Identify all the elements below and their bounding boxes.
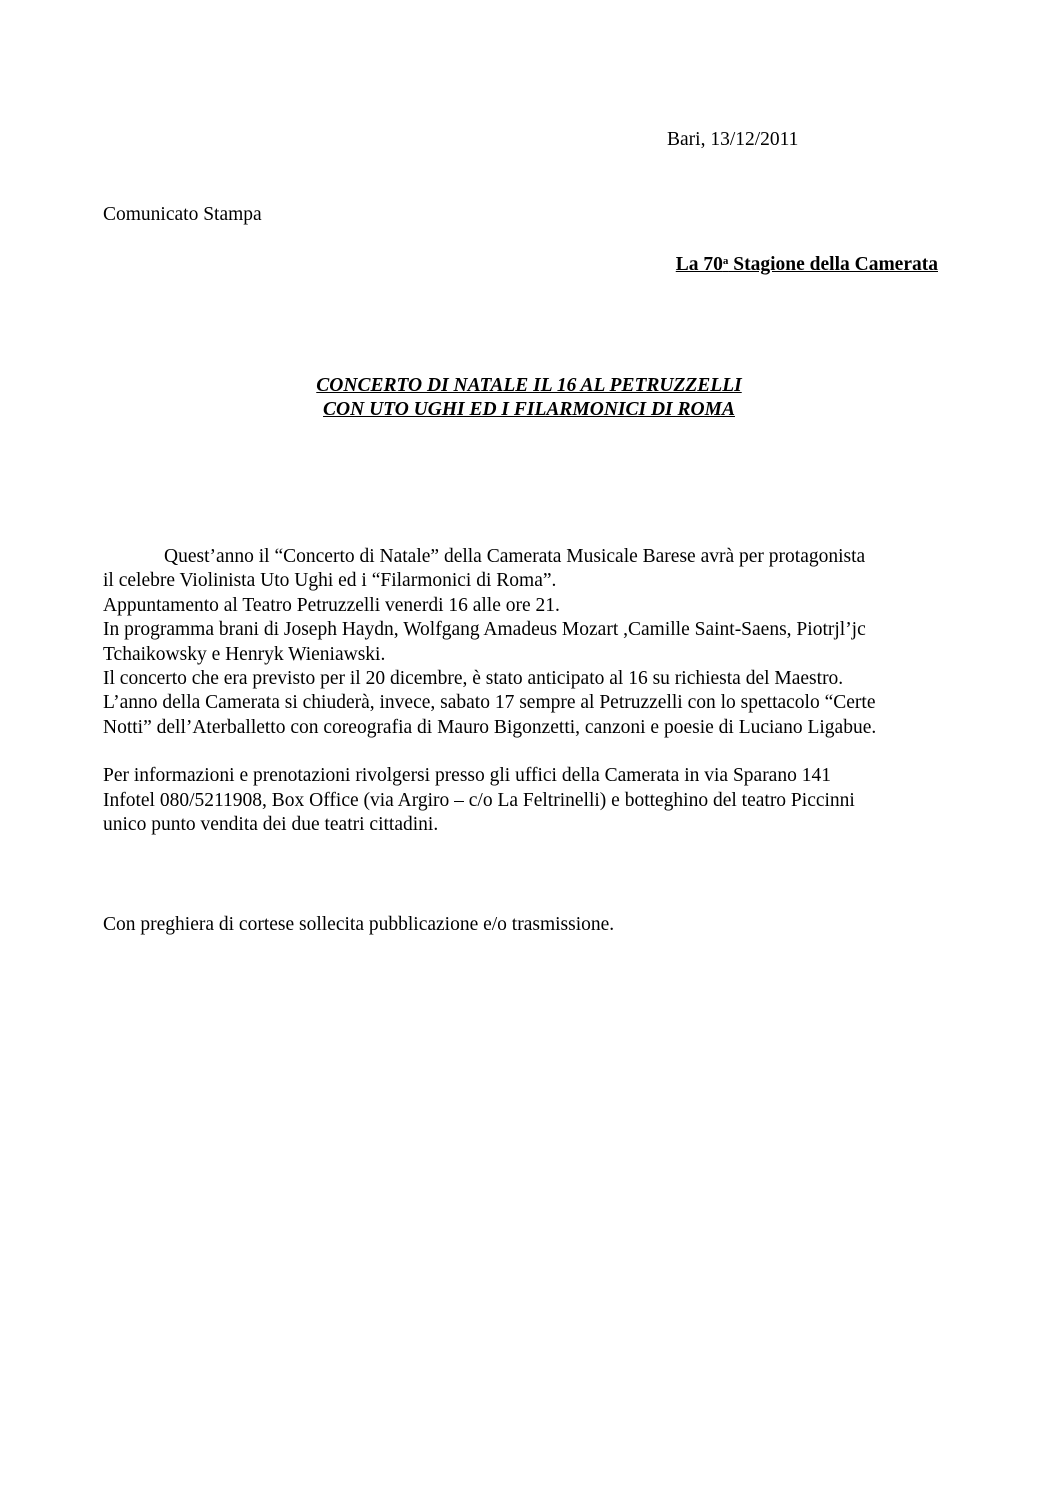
date-line: Bari, 13/12/2011 (667, 129, 799, 150)
paragraph-announcement (103, 545, 953, 740)
season-title (676, 254, 938, 276)
body-line: Notti” dell’Aterballetto con coreografia di Mauro Bigonzetti, canzoni e poesie di Luciano Ligabue. (103, 716, 877, 738)
document-type: Comunicato Stampa (103, 204, 262, 225)
body-line: il celebre Violinista Uto Ughi ed i “Filarmonici di Roma”. (103, 570, 557, 592)
body-line: Quest’anno il “Concerto di Natale” della Camerata Musicale Barese avrà per protagonista (164, 546, 866, 567)
body-line: Infotel 080/5211908, Box Office (via Argiro – c/o La Feltrinelli) e botteghino del teatro Piccinni (103, 789, 855, 811)
body-line: Tchaikowsky e Henryk Wieniawski. (103, 643, 386, 665)
headline-line-2: CON UTO UGHI ED I FILARMONICI DI ROMA (323, 399, 735, 420)
body-line: In programma brani di Joseph Haydn, Wolfgang Amadeus Mozart ,Camille Saint-Saens, Piotrjl’jc (103, 619, 866, 641)
closing-line: Con preghiera di cortese sollecita pubblicazione e/o trasmissione. (103, 914, 615, 935)
headline-line-1: CONCERTO DI NATALE IL 16 AL PETRUZZELLI (316, 375, 742, 396)
body-line: Appuntamento al Teatro Petruzzelli venerdi 16 alle ore 21. (103, 594, 560, 616)
paragraph-info (103, 764, 953, 837)
body-text (103, 545, 953, 837)
season-title-prefix: La 70 (675, 254, 723, 275)
headline (0, 374, 1058, 422)
body-line: unico punto vendita dei due teatri cittadini. (103, 814, 439, 836)
body-line: Il concerto che era previsto per il 20 dicembre, è stato anticipato al 16 su richiesta del Maestro. (103, 668, 844, 690)
season-title-ordinal: a (722, 255, 729, 267)
body-line: L’anno della Camerata si chiuderà, invece, sabato 17 sempre al Petruzzelli con lo spettacolo “Certe (103, 692, 876, 714)
season-title-suffix: Stagione della Camerata (728, 254, 938, 275)
body-line: Per informazioni e prenotazioni rivolgersi presso gli uffici della Camerata in via Sparano 141 (103, 765, 831, 787)
